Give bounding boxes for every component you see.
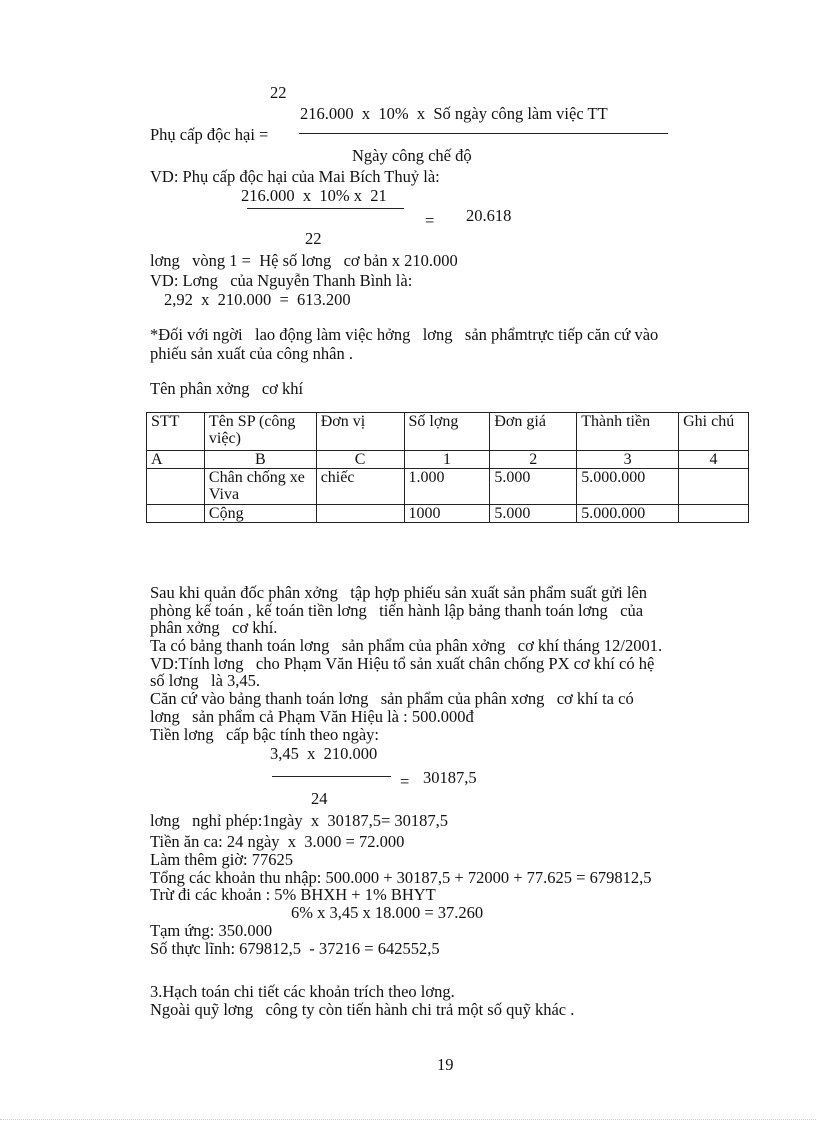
table-code-cell: 1 bbox=[404, 451, 490, 469]
example2-calc: 2,92 x 210.000 = 613.200 bbox=[164, 290, 351, 309]
after-table-line3: phân xởng cơ khí. bbox=[150, 618, 278, 637]
formula1-label: Phụ cấp độc hại = bbox=[150, 125, 269, 144]
example2-intro: VD: Lơng của Nguyễn Thanh Bình là: bbox=[150, 271, 413, 290]
table-cell: 5.000.000 bbox=[577, 505, 679, 523]
table-header-cell: Tên SP (công việc) bbox=[204, 413, 316, 451]
formula3-denominator: 24 bbox=[311, 789, 328, 808]
after-table-line1: Sau khi quản đốc phân xởng tập hợp phiếu sản xuất sản phẩm suất gửi lên bbox=[150, 583, 648, 602]
table-cell: 1.000 bbox=[404, 469, 490, 505]
table-cell bbox=[679, 505, 749, 523]
table-header-cell: STT bbox=[147, 413, 205, 451]
formula3-numerator: 3,45 x 210.000 bbox=[270, 744, 378, 763]
formula3-equals: = bbox=[400, 772, 410, 791]
formula3-result: 30187,5 bbox=[423, 768, 477, 787]
table-cell: 5.000 bbox=[490, 469, 577, 505]
after-table-line4: Ta có bảng thanh toán lơng sản phẩm của phân xởng cơ khí tháng 12/2001. bbox=[150, 636, 663, 655]
table-header-cell: Đơn vị bbox=[316, 413, 404, 451]
table-code-cell: A bbox=[147, 451, 205, 469]
page-bottom-divider bbox=[0, 1119, 816, 1120]
table-code-cell: 3 bbox=[577, 451, 679, 469]
calc-advance: Tạm ứng: 350.000 bbox=[150, 921, 273, 940]
calc-meal: Tiền ăn ca: 24 ngày x 3.000 = 72.000 bbox=[150, 832, 405, 851]
section3-line: Ngoài quỹ lơng công ty còn tiến hành chi trả một số quỹ khác . bbox=[150, 1000, 575, 1019]
direct-worker-line2: phiếu sản xuất của công nhân . bbox=[150, 344, 353, 363]
after-table-line6: số lơng là 3,45. bbox=[150, 671, 261, 690]
table-cell bbox=[679, 469, 749, 505]
calc-deduct-detail: 6% x 3,45 x 18.000 = 37.260 bbox=[291, 903, 484, 922]
after-table-line8: lơng sản phẩm cả Phạm Văn Hiệu là : 500.000đ bbox=[150, 707, 474, 726]
table-cell: 5.000 bbox=[490, 505, 577, 523]
table-cell bbox=[147, 469, 205, 505]
formula1-fraction-bar bbox=[299, 133, 668, 134]
example1-denominator: 22 bbox=[305, 229, 322, 248]
table-header-cell: Ghi chú bbox=[679, 413, 749, 451]
table-cell: chiếc bbox=[316, 469, 404, 505]
section3-title: 3.Hạch toán chi tiết các khoản trích theo lơng. bbox=[150, 982, 455, 1001]
table-header-cell: Đơn giá bbox=[490, 413, 577, 451]
example1-intro: VD: Phụ cấp độc hại của Mai Bích Thuỷ là: bbox=[150, 167, 440, 186]
table-code-cell: 4 bbox=[679, 451, 749, 469]
after-table-line7: Căn cứ vào bảng thanh toán lơng sản phẩm của phân xơng cơ khí ta có bbox=[150, 689, 634, 708]
table-code-row bbox=[147, 451, 749, 469]
calc-deduct: Trừ đi các khoản : 5% BHXH + 1% BHYT bbox=[150, 885, 436, 904]
example1-numerator: 216.000 x 10% x 21 bbox=[241, 186, 387, 205]
table-row bbox=[147, 469, 749, 505]
formula1-numerator: 216.000 x 10% x Số ngày công làm việc TT bbox=[300, 104, 608, 123]
direct-worker-line1: *Đối với ngời lao động làm việc hởng lơng sản phẩmtrực tiếp căn cứ vào bbox=[150, 325, 659, 344]
example1-equals: = bbox=[425, 211, 435, 230]
workshop-title: Tên phân xởng cơ khí bbox=[150, 379, 304, 398]
table-cell: 1000 bbox=[404, 505, 490, 523]
example1-result: 20.618 bbox=[466, 206, 512, 225]
page-number: 19 bbox=[437, 1055, 454, 1074]
after-table-line5: VD:Tính lơng cho Phạm Văn Hiệu tổ sản xuất chân chống PX cơ khí có hệ bbox=[150, 654, 655, 673]
calc-total: Tổng các khoản thu nhập: 500.000 + 30187,5 + 72000 + 77.625 = 679812,5 bbox=[150, 868, 652, 887]
formula3-fraction-bar bbox=[272, 776, 391, 777]
formula1-denominator: Ngày công chế độ bbox=[352, 146, 472, 165]
table-code-cell: 2 bbox=[490, 451, 577, 469]
table-header-row bbox=[147, 413, 749, 451]
calc-leave: lơng nghỉ phép:1ngày x 30187,5= 30187,5 bbox=[150, 811, 449, 830]
table-cell bbox=[316, 505, 404, 523]
table-cell: 5.000.000 bbox=[577, 469, 679, 505]
after-table-line2: phòng kế toán , kế toán tiền lơng tiến hành lập bảng thanh toán lơng của bbox=[150, 601, 644, 620]
table-total-row bbox=[147, 505, 749, 523]
table-cell bbox=[147, 505, 205, 523]
salary-formula-line: lơng vòng 1 = Hệ số lơng cơ bản x 210.000 bbox=[150, 251, 458, 270]
calc-overtime: Làm thêm giờ: 77625 bbox=[150, 850, 293, 869]
table-code-cell: C bbox=[316, 451, 404, 469]
table-cell: Chân chống xe Viva bbox=[204, 469, 316, 505]
production-table bbox=[146, 412, 749, 523]
after-table-line9: Tiền lơng cấp bậc tính theo ngày: bbox=[150, 725, 379, 744]
example1-fraction-bar bbox=[247, 208, 404, 209]
table-cell: Cộng bbox=[204, 505, 316, 523]
table-header-cell: Số lợng bbox=[404, 413, 490, 451]
table-header-cell: Thành tiền bbox=[577, 413, 679, 451]
formula1-superscript: 22 bbox=[270, 83, 287, 102]
calc-net: Số thực lĩnh: 679812,5 - 37216 = 642552,5 bbox=[150, 939, 440, 958]
table-code-cell: B bbox=[204, 451, 316, 469]
